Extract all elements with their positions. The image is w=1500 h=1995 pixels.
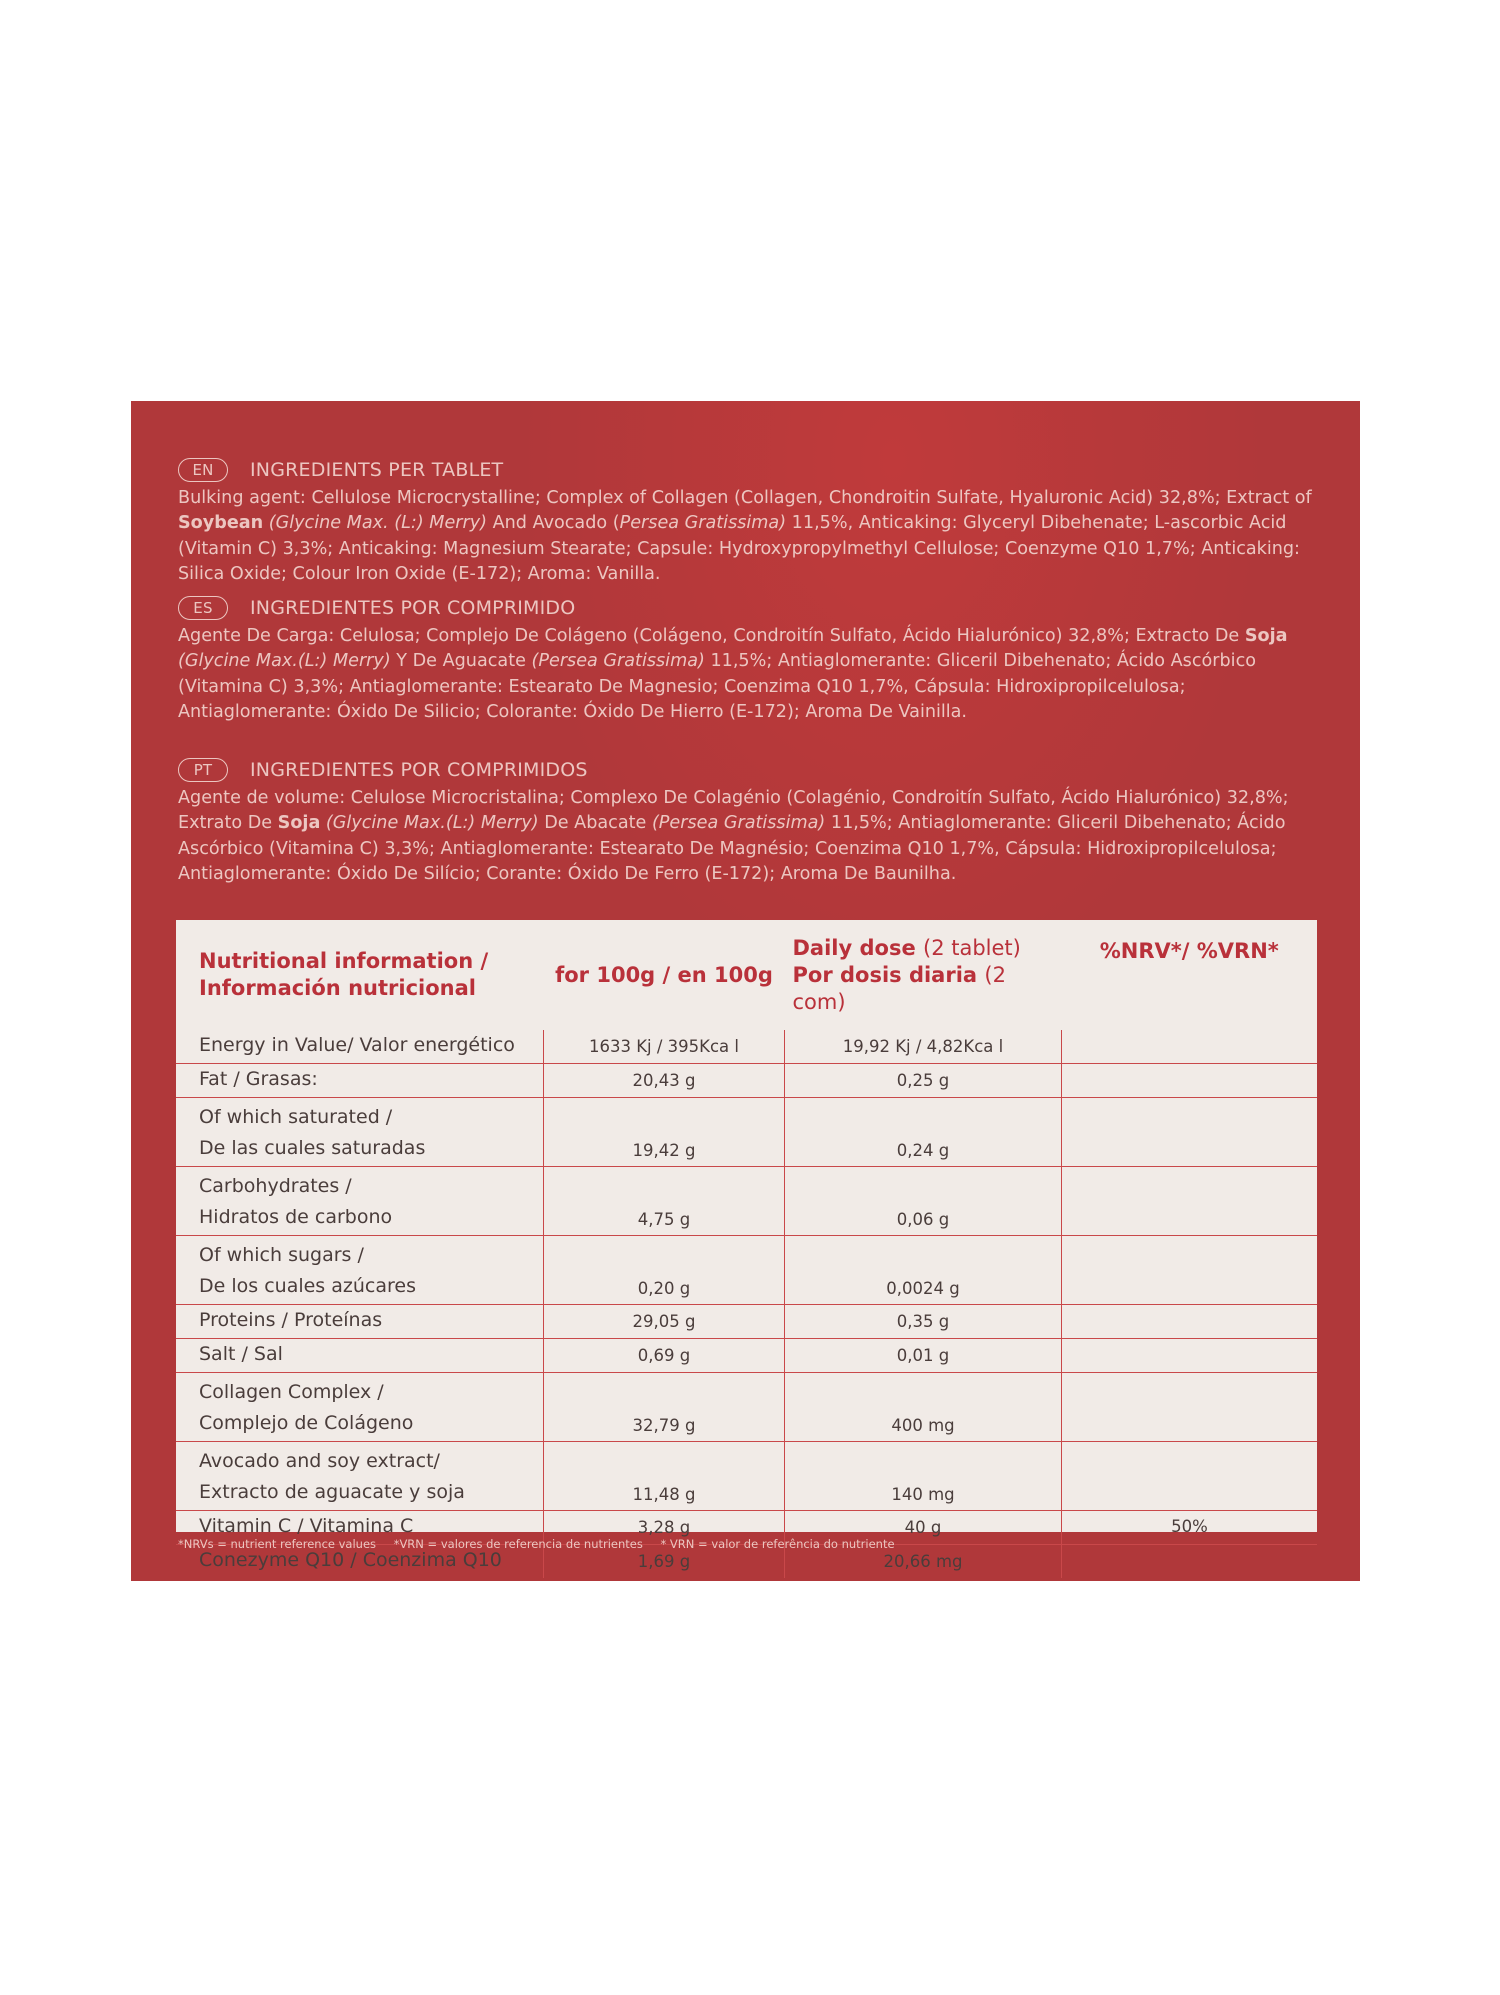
ingredients-en-heading xyxy=(178,455,1318,485)
header-daily-dose-es-qty: (2 com) xyxy=(792,962,1006,1014)
footnote-nrv-en: *NRVs = nutrient reference values xyxy=(178,1537,377,1551)
value-nrv xyxy=(1062,1030,1318,1064)
ingredients-en-part: 11,5%, Anticaking: Glyceryl Dibehenate; L-ascorbic Acid (Vitamin C) 3,3%; Anticaking: Magnesium Stearate; Capsule: Hydroxypropylmethyl Cellulose; Coenzyme Q10 1,7%; Anticaking: Silica Oxide; Colour Iron Oxide (E-172); Aroma: Vanilla. xyxy=(178,513,1300,585)
nutrient-label-en: Salt / Sal xyxy=(199,1343,283,1365)
nutrient-label xyxy=(176,1236,544,1305)
header-nrv: %NRV*/ %VRN* xyxy=(1099,939,1279,963)
ingredients-es-part: Agente De Carga: Celulosa; Complejo De Colágeno (Colágeno, Condroitín Sulfato, Ácido Hialurónico) 32,8%; Extracto De xyxy=(178,626,1245,646)
lang-badge-pt: PT xyxy=(178,758,228,782)
ingredients-en xyxy=(178,455,1318,588)
label-panel xyxy=(131,401,1360,1581)
value-daily-dose: 0,35 g xyxy=(785,1305,1062,1339)
nutrient-label-en: Proteins / Proteínas xyxy=(199,1309,383,1331)
nutrition-row xyxy=(176,1098,1317,1167)
header-per-100g: for 100g / en 100g xyxy=(555,962,773,987)
nutrient-label-en: Conezyme Q10 / Coenzima Q10 xyxy=(199,1549,502,1571)
ingredients-pt-heading xyxy=(178,755,1318,785)
nutrition-table-header xyxy=(176,920,1317,1030)
value-daily-dose: 20,66 mg xyxy=(785,1545,1062,1579)
nutrient-label-en: Of which sugars / xyxy=(199,1244,364,1266)
value-daily-dose: 19,92 Kj / 4,82Kca l xyxy=(785,1030,1062,1064)
value-per-100g: 0,69 g xyxy=(544,1339,785,1373)
nutrient-label-es: Hidratos de carbono xyxy=(199,1206,393,1228)
value-nrv xyxy=(1062,1064,1318,1098)
nutrient-label-en: Vitamin C / Vitamina C xyxy=(199,1515,414,1537)
ingredients-pt-bold: Soja xyxy=(277,813,321,834)
value-per-100g: 1,69 g xyxy=(544,1545,785,1579)
ingredients-es-text xyxy=(178,624,1318,726)
ingredients-pt-part: 11,5%; Antiaglomerante: Gliceril Dibehenato; Ácido Ascórbico (Vitamina C) 3,3%; Antiaglomerante: Estearato De Magnésio; Coenzima Q10 1,7%, Cápsula: Hidroxipropilcelulosa; Antiaglomerante: Óxido De Silício; Corante: Óxido De Ferro (E-172); Aroma De Baunilha. xyxy=(178,813,1286,885)
nutrition-row xyxy=(176,1373,1317,1442)
value-nrv: 50% xyxy=(1062,1511,1318,1545)
ingredients-pt xyxy=(178,755,1318,888)
nutrient-label xyxy=(176,1064,544,1098)
nutrient-label xyxy=(176,1305,544,1339)
header-nutritional-info xyxy=(176,920,544,1030)
ingredients-es xyxy=(178,593,1318,726)
footnotes xyxy=(178,1537,1318,1551)
nutrition-row xyxy=(176,1442,1317,1511)
ingredients-pt-part: Agente de volume: Celulose Microcristalina; Complexo De Colagénio (Colagénio, Condroitín Sulfato, Ácido Hialurónico) 32,8%; Extrato De xyxy=(178,788,1289,834)
value-per-100g: 29,05 g xyxy=(544,1305,785,1339)
value-per-100g: 0,20 g xyxy=(544,1236,785,1305)
value-per-100g: 20,43 g xyxy=(544,1064,785,1098)
header-daily-dose-en-label: Daily dose xyxy=(792,935,924,960)
nutrient-label xyxy=(176,1098,544,1167)
footnote-vrn-pt: * VRN = valor de referência do nutriente xyxy=(660,1537,895,1551)
value-per-100g: 1633 Kj / 395Kca l xyxy=(544,1030,785,1064)
value-nrv xyxy=(1062,1098,1318,1167)
ingredients-en-text xyxy=(178,486,1318,588)
ingredients-es-italic: (Persea Gratissima) xyxy=(531,651,705,672)
ingredients-es-title: INGREDIENTES POR COMPRIMIDO xyxy=(250,597,576,619)
ingredients-pt-part: De Abacate xyxy=(538,813,652,834)
nutrient-label xyxy=(176,1442,544,1511)
ingredients-es-part: 11,5%; Antiaglomerante: Gliceril Dibehenato; Ácido Ascórbico (Vitamina C) 3,3%; Antiaglomerante: Estearato De Magnesio; Coenzima Q10 1,7%, Cápsula: Hidroxipropilcelulosa; Antiaglomerante: Óxido De Silicio; Colorante: Óxido De Hierro (E-172); Aroma De Vainilla. xyxy=(178,651,1257,723)
nutrient-label-es: De los cuales azúcares xyxy=(199,1275,416,1297)
value-per-100g: 11,48 g xyxy=(544,1442,785,1511)
ingredients-es-bold: Soja xyxy=(1244,626,1288,646)
nutrient-label-es: De las cuales saturadas xyxy=(199,1137,426,1159)
nutrition-row xyxy=(176,1030,1317,1064)
value-daily-dose: 140 mg xyxy=(785,1442,1062,1511)
footnote-vrn-es: *VRN = valores de referencia de nutrientes xyxy=(393,1537,643,1551)
ingredients-pt-italic: (Glycine Max.(L:) Merry) xyxy=(320,813,539,834)
ingredients-es-heading xyxy=(178,593,1318,623)
ingredients-en-part: Bulking agent: Cellulose Microcrystalline; Complex of Collagen (Collagen, Chondroitin Sulfate, Hyaluronic Acid) 32,8%; Extract of xyxy=(178,488,1312,508)
nutrition-row xyxy=(176,1339,1317,1373)
value-daily-dose: 40 g xyxy=(785,1511,1062,1545)
value-nrv xyxy=(1062,1373,1318,1442)
nutrient-label-en: Energy in Value/ Valor energético xyxy=(199,1034,515,1056)
nutrient-label xyxy=(176,1167,544,1236)
ingredients-en-italic: Persea Gratissima) xyxy=(619,513,787,534)
value-daily-dose: 400 mg xyxy=(785,1373,1062,1442)
nutrition-table xyxy=(176,920,1317,1578)
header-daily-dose-es xyxy=(793,962,1062,1016)
nutrition-row xyxy=(176,1236,1317,1305)
value-per-100g: 4,75 g xyxy=(544,1167,785,1236)
value-nrv xyxy=(1062,1236,1318,1305)
ingredients-en-bold: Soybean xyxy=(178,513,264,534)
value-daily-dose: 0,06 g xyxy=(785,1167,1062,1236)
nutrient-label xyxy=(176,1030,544,1064)
value-daily-dose: 0,24 g xyxy=(785,1098,1062,1167)
header-daily-dose-en xyxy=(793,935,1062,962)
nutrient-label xyxy=(176,1373,544,1442)
value-daily-dose: 0,0024 g xyxy=(785,1236,1062,1305)
nutrient-label-en: Avocado and soy extract/ xyxy=(199,1450,440,1472)
value-nrv xyxy=(1062,1167,1318,1236)
value-nrv xyxy=(1062,1339,1318,1373)
value-per-100g: 32,79 g xyxy=(544,1373,785,1442)
header-nutritional-info-en: Nutritional information / xyxy=(199,949,489,973)
header-daily-dose-en-qty: (2 tablet) xyxy=(923,935,1021,960)
nutrient-label xyxy=(176,1339,544,1373)
nutrition-row xyxy=(176,1305,1317,1339)
value-nrv xyxy=(1062,1442,1318,1511)
ingredients-es-part: Y De Aguacate xyxy=(390,651,532,672)
ingredients-en-italic: (Glycine Max. (L:) Merry) xyxy=(263,513,488,534)
header-daily-dose-es-label: Por dosis diaria xyxy=(792,962,985,987)
nutrient-label-en: Carbohydrates / xyxy=(199,1175,352,1197)
nutrient-label-en: Of which saturated / xyxy=(199,1106,393,1128)
ingredients-en-title: INGREDIENTS PER TABLET xyxy=(250,459,504,481)
ingredients-es-italic: (Glycine Max.(L:) Merry) xyxy=(178,651,391,672)
nutrient-label-en: Fat / Grasas: xyxy=(199,1068,318,1090)
nutrient-label-es: Complejo de Colágeno xyxy=(199,1412,414,1434)
header-daily-dose xyxy=(785,920,1062,1030)
lang-badge-es: ES xyxy=(178,596,228,620)
value-nrv xyxy=(1062,1305,1318,1339)
ingredients-pt-italic: (Persea Gratissima) xyxy=(651,813,826,834)
value-per-100g: 3,28 g xyxy=(544,1511,785,1545)
nutrition-table-body xyxy=(176,1030,1317,1578)
ingredients-pt-title: INGREDIENTES POR COMPRIMIDOS xyxy=(250,759,588,781)
nutrient-label-es: Extracto de aguacate y soja xyxy=(199,1481,465,1503)
ingredients-pt-text xyxy=(178,786,1318,888)
ingredients-en-part: And Avocado ( xyxy=(487,513,620,534)
lang-badge-en: EN xyxy=(178,458,228,482)
value-daily-dose: 0,25 g xyxy=(785,1064,1062,1098)
value-daily-dose: 0,01 g xyxy=(785,1339,1062,1373)
header-nutritional-info-es: Información nutricional xyxy=(199,976,476,1000)
nutrition-row xyxy=(176,1167,1317,1236)
value-per-100g: 19,42 g xyxy=(544,1098,785,1167)
nutrient-label-en: Collagen Complex / xyxy=(199,1381,384,1403)
nutrition-row xyxy=(176,1064,1317,1098)
